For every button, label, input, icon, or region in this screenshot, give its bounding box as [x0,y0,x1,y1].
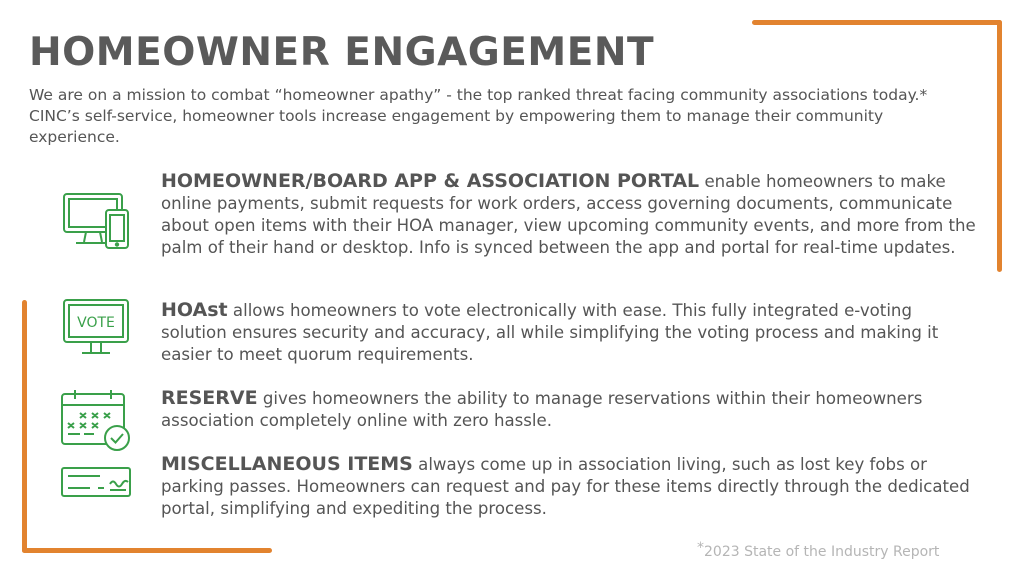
top-right-bracket-vertical [997,20,1002,272]
item-hoast-name: HOAst [161,299,228,321]
vote-label: VOTE [77,315,115,331]
item-misc-text: always come up in association living, such as lost key fobs or parking passes. Homeowners can request and pay for these items directly through the dedicated portal, simplifying and expediting the process. [161,455,970,518]
item-app-portal-name: HOMEOWNER/BOARD APP & ASSOCIATION PORTAL [161,170,700,192]
calendar-check-icon [60,388,134,452]
item-hoast-text: allows homeowners to vote electronically with ease. This fully integrated e-voting solution ensures security and accuracy, all while simplifying the voting process and making it easier to meet quorum requirements. [161,301,939,364]
top-right-bracket-horizontal [752,20,1002,25]
item-app-portal-text: enable homeowners to make online payments, submit requests for work orders, access governing documents, communicate about open items with their HOA manager, view upcoming community events, and more from the palm of their hand or desktop. Info is synced between the app and portal for real-time updates. [161,172,976,257]
check-payment-icon [60,466,134,500]
footnote-mark: * [697,540,704,556]
item-hoast [161,299,981,366]
item-reserve [161,387,981,432]
intro-text: We are on a mission to combat “homeowner apathy” - the top ranked threat facing community associations today.* CINC’s self-service, homeowner tools increase engagement by empowering them to manage their community experience. [29,86,928,146]
footnote-text: 2023 State of the Industry Report [704,544,940,560]
bottom-left-bracket-vertical [22,300,27,553]
item-reserve-text: gives homeowners the ability to manage reservations within their homeowners association completely online with zero hassle. [161,389,923,430]
item-reserve-name: RESERVE [161,387,258,409]
devices-icon [62,192,134,252]
item-misc [161,453,981,520]
footnote [697,540,939,560]
page-title: HOMEOWNER ENGAGEMENT [29,30,655,75]
vote-monitor-icon [62,298,132,364]
item-misc-name: MISCELLANEOUS ITEMS [161,453,413,475]
item-app-portal [161,170,981,259]
bottom-left-bracket-horizontal [22,548,272,553]
